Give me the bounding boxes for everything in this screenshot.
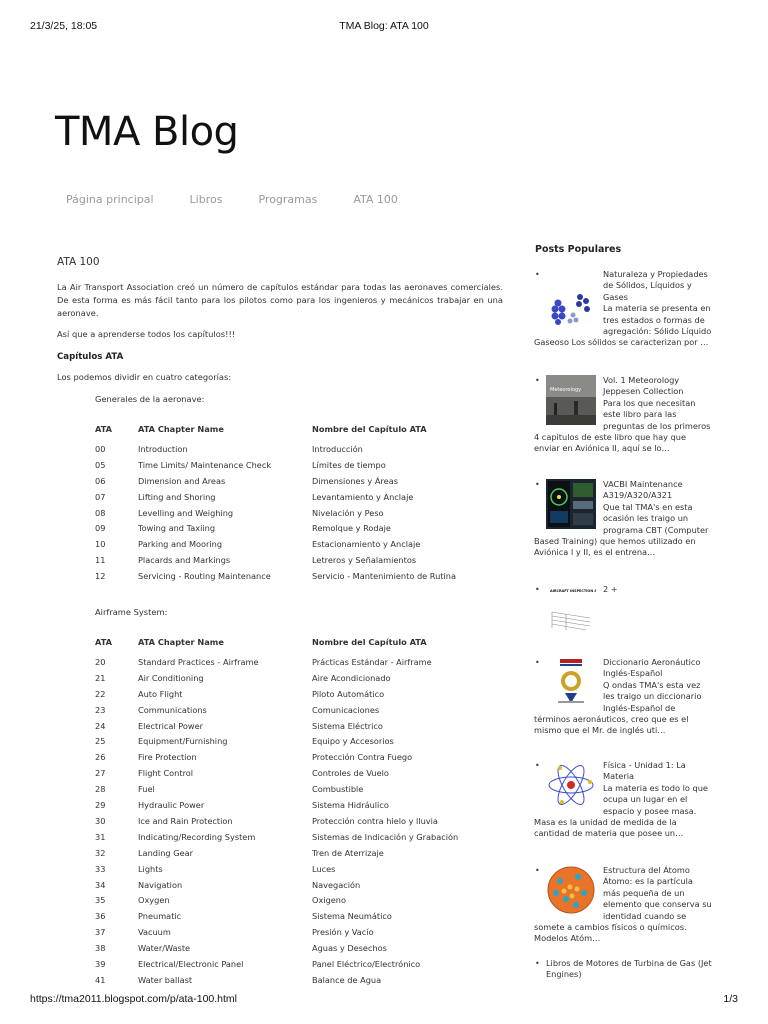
nombre-capitulo: Protección contra hielo y lluvia [312,815,438,826]
nombre-capitulo: Prácticas Estándar - Airframe [312,657,432,668]
nombre-capitulo: Sistema Neumático [312,911,392,922]
nombre-capitulo: Equipo y Accesorios [312,736,394,747]
table-row [95,476,502,492]
cockpit-display-thumbnail-icon[interactable] [546,479,596,529]
nav-item-books[interactable]: Libros [189,193,223,206]
nombre-capitulo: Sistema Eléctrico [312,720,383,731]
popular-post-title: Física - Unidad 1: La Materia [603,760,686,782]
popular-post-title: VACBI Maintenance A319/A320/A321 [603,479,683,501]
nombre-capitulo: Tren de Aterrizaje [312,847,384,858]
table-row [95,539,502,555]
popular-post[interactable] [534,269,712,372]
popular-post-snippet: Que tal TMA's en esta ocasión les traigo un programa CBT (Computer Based Training) que hemos utilizado en Aviónica I y II, es el entrena… [534,501,709,558]
popular-post[interactable] [534,958,712,981]
popular-post-title: 2 + [603,584,618,594]
list-bullet: • [535,658,540,667]
ata-code: 37 [95,927,106,938]
nombre-capitulo: Presión y Vacío [312,927,374,938]
ata-code: 30 [95,815,106,826]
ata-code: 29 [95,800,106,811]
popular-post[interactable] [534,479,712,581]
list-bullet: • [535,480,540,489]
table-row [95,864,502,880]
chapter-name: Landing Gear [138,847,193,858]
table-row [95,657,502,673]
post-intro: La Air Transport Association creó un número de capítulos estándar para todas las aeronaves comerciales. De esta forma es más fácil tanto para los pilotos como para los ingenieros y mecánicos trabajar en una aeronave. [57,282,503,319]
popular-post[interactable] [534,584,712,654]
chapter-name: Time Limits/ Maintenance Check [138,459,272,470]
chapter-name: Hydraulic Power [138,800,205,811]
col-header-nombre: Nombre del Capítulo ATA [312,637,427,648]
dictionary-cover-thumbnail-icon[interactable] [546,657,596,707]
ata-code: 24 [95,720,106,731]
nombre-capitulo: Piloto Automático [312,688,385,699]
general-table-body [95,444,502,587]
ata-code: 22 [95,688,106,699]
blog-title[interactable]: TMA Blog [55,109,239,155]
chapter-name: Navigation [138,879,183,890]
table-header-row [95,637,502,657]
table-row [95,895,502,911]
ata-code: 05 [95,459,106,470]
table-row [95,508,502,524]
popular-post-title: Naturaleza y Propiedades de Sólidos, Líquidos y Gases [603,269,708,302]
nombre-capitulo: Oxigeno [312,895,346,906]
nav-item-home[interactable]: Página principal [66,193,154,206]
ata-code: 12 [95,571,106,582]
nombre-capitulo: Balance de Agua [312,974,382,985]
chapter-name: Indicating/Recording System [138,831,256,842]
ata-code: 38 [95,943,106,954]
ata-code: 25 [95,736,106,747]
chapter-name: Oxygen [138,895,170,906]
chapters-heading: Capítulos ATA [57,351,124,362]
print-url: https://tma2011.blogspot.com/p/ata-100.html [30,993,238,1005]
table-row [95,460,502,476]
popular-post-title: Vol. 1 Meteorology Jeppesen Collection [603,375,684,397]
chapter-name: Fire Protection [138,752,197,763]
table-row [95,959,502,975]
table-row [95,911,502,927]
nombre-capitulo: Servicio - Mantenimiento de Rutina [312,571,456,582]
nombre-capitulo: Remolque y Rodaje [312,523,391,534]
ata-code: 26 [95,752,106,763]
chapter-name: Auto Flight [138,688,183,699]
general-label: Generales de la aeronave: [95,394,205,405]
ata-code: 32 [95,847,106,858]
chapter-name: Equipment/Furnishing [138,736,228,747]
ata-code: 20 [95,657,106,668]
ata-code: 34 [95,879,106,890]
table-row [95,523,502,539]
list-bullet: • [535,761,540,770]
popular-post-snippet: Átomo: es la partícula más pequeña de un elemento que conserva su identidad cuando se somete a cambios físicos o químicos. Modelos Atóm… [534,876,712,944]
chapter-name: Standard Practices - Airframe [138,657,259,668]
popular-post[interactable] [534,865,712,956]
list-bullet: • [535,270,540,279]
popular-post-snippet: Para los que necesitan este libro para las preguntas de los primeros 4 capitulos de este libro que hay que enviar en Aviónica II, aquí se lo… [534,397,711,454]
post-intro-2: Así que a aprenderse todos los capítulos!!! [57,328,236,339]
ata-code: 23 [95,704,106,715]
table-row [95,705,502,721]
ata-code: 27 [95,768,106,779]
ata-code: 21 [95,672,106,683]
ata-code: 41 [95,974,106,985]
nucleus-thumbnail-icon[interactable] [546,865,596,915]
table-row [95,492,502,508]
nombre-capitulo: Panel Eléctrico/Electrónico [312,958,421,969]
table-row [95,444,502,460]
table-row [95,832,502,848]
chapter-name: Electrical Power [138,720,203,731]
chapter-name: Towing and Taxiing [138,523,216,534]
ata-code: 08 [95,507,106,518]
nombre-capitulo: Sistemas de Indicación y Grabación [312,831,459,842]
thumb-caption: AIRCRAFT INSPECTION [550,589,594,593]
table-row [95,880,502,896]
nombre-capitulo: Navegación [312,879,361,890]
ata-code: 33 [95,863,106,874]
chapter-name: Servicing - Routing Maintenance [138,571,271,582]
print-page-title: TMA Blog: ATA 100 [339,20,429,32]
popular-post-snippet: La materia se presenta en tres estados o formas de agregación: Sólido Líquido Gaseoso Los sólidos se caracterizan por … [534,303,712,348]
chapter-name: Fuel [138,784,155,795]
ata-code: 07 [95,491,106,502]
post-title: ATA 100 [57,256,100,268]
document-thumbnail-icon[interactable] [546,584,596,634]
nombre-capitulo: Letreros y Señalamientos [312,555,417,566]
chapter-name: Dimension and Areas [138,475,226,486]
col-header-chapter-name: ATA Chapter Name [138,424,224,435]
chapter-name: Lifting and Shoring [138,491,216,502]
chapter-name: Electrical/Electronic Panel [138,958,244,969]
col-header-ata: ATA [95,424,112,435]
list-bullet: • [535,866,540,875]
atom-thumbnail-icon[interactable] [546,760,596,810]
chapter-name: Introduction [138,444,188,455]
nombre-capitulo: Aguas y Desechos [312,943,387,954]
chapter-name: Flight Control [138,768,194,779]
nombre-capitulo: Límites de tiempo [312,459,386,470]
list-bullet: • [535,959,540,968]
nombre-capitulo: Dimensiones y Áreas [312,475,398,486]
ata-code: 09 [95,523,106,534]
sidebar [534,244,712,981]
popular-posts-title: Posts Populares [535,244,622,255]
table-row [95,673,502,689]
table-row [95,943,502,959]
popular-post-title: Libros de Motores de Turbina de Gas (Jet Engines) [546,958,712,980]
table-row [95,768,502,784]
print-datetime: 21/3/25, 18:05 [30,20,98,32]
thumb-caption: Meteorology [550,387,582,393]
nav-item-ata100[interactable]: ATA 100 [353,193,398,206]
chapter-name: Placards and Markings [138,555,231,566]
ata-code: 10 [95,539,106,550]
chapter-name: Levelling and Weighing [138,507,234,518]
table-row [95,816,502,832]
col-header-ata: ATA [95,637,112,648]
airframe-table-body [95,657,502,991]
airframe-chapters-table [95,637,502,991]
popular-post-title: Estructura del Átomo [603,865,690,875]
ata-code: 28 [95,784,106,795]
chapter-name: Water/Waste [138,943,191,954]
ata-code: 06 [95,475,106,486]
ata-code: 11 [95,555,106,566]
table-row [95,784,502,800]
molecules-thumbnail-icon[interactable] [546,277,596,327]
nombre-capitulo: Estacionamiento y Anclaje [312,539,421,550]
chapter-name: Communications [138,704,207,715]
table-row [95,752,502,768]
nombre-capitulo: Nivelación y Peso [312,507,384,518]
table-header-row [95,424,502,444]
print-footer [0,993,768,1013]
nombre-capitulo: Levantamiento y Anclaje [312,491,414,502]
airframe-label: Airframe System: [95,607,168,618]
popular-post-title: Diccionario Aeronáutico Inglés-Español [603,657,701,679]
popular-post-snippet: Q ondas TMA's esta vez les traigo un diccionario Inglés-Español de términos aeronáuticos, creo que es el mismo que el Mr. de inglés uti… [534,679,702,736]
table-row [95,927,502,943]
ata-code: 36 [95,911,106,922]
ata-code: 00 [95,444,106,455]
table-row [95,800,502,816]
post-content [57,256,503,991]
table-row [95,736,502,752]
chapter-name: Water ballast [138,974,193,985]
nombre-capitulo: Controles de Vuelo [312,768,389,779]
list-bullet: • [535,376,540,385]
nav-item-programs[interactable]: Programas [258,193,318,206]
nombre-capitulo: Combustible [312,784,364,795]
ata-code: 31 [95,831,106,842]
popular-post[interactable] [534,375,712,477]
ata-code: 39 [95,958,106,969]
main-nav [66,193,434,206]
nombre-capitulo: Aire Acondicionado [312,672,391,683]
divide-text: Los podemos dividir en cuatro categorías: [57,371,232,382]
col-header-nombre: Nombre del Capítulo ATA [312,424,427,435]
chapter-name: Parking and Mooring [138,539,223,550]
general-chapters-table [95,424,502,587]
chapter-name: Lights [138,863,163,874]
col-header-chapter-name: ATA Chapter Name [138,637,224,648]
ata-code: 35 [95,895,106,906]
book-cover-thumbnail-icon[interactable] [546,375,596,425]
chapter-name: Pneumatic [138,911,182,922]
nombre-capitulo: Introducción [312,444,363,455]
nombre-capitulo: Comunicaciones [312,704,380,715]
nombre-capitulo: Protección Contra Fuego [312,752,413,763]
table-row [95,721,502,737]
print-page-counter: 1/3 [723,993,738,1005]
table-row [95,555,502,571]
chapter-name: Vacuum [138,927,171,938]
table-row [95,571,502,587]
popular-post-snippet: La materia es todo lo que ocupa un lugar en el espacio y posee masa. Masa es la unidad de medida de la cantidad de materia que posee un… [534,782,708,839]
list-bullet: • [535,585,540,594]
chapter-name: Air Conditioning [138,672,204,683]
nombre-capitulo: Luces [312,863,336,874]
nombre-capitulo: Sistema Hidráulico [312,800,389,811]
table-row [95,689,502,705]
print-header [0,0,768,32]
chapter-name: Ice and Rain Protection [138,815,233,826]
table-row [95,975,502,991]
table-row [95,848,502,864]
popular-post[interactable] [534,657,712,757]
popular-post[interactable] [534,760,712,861]
